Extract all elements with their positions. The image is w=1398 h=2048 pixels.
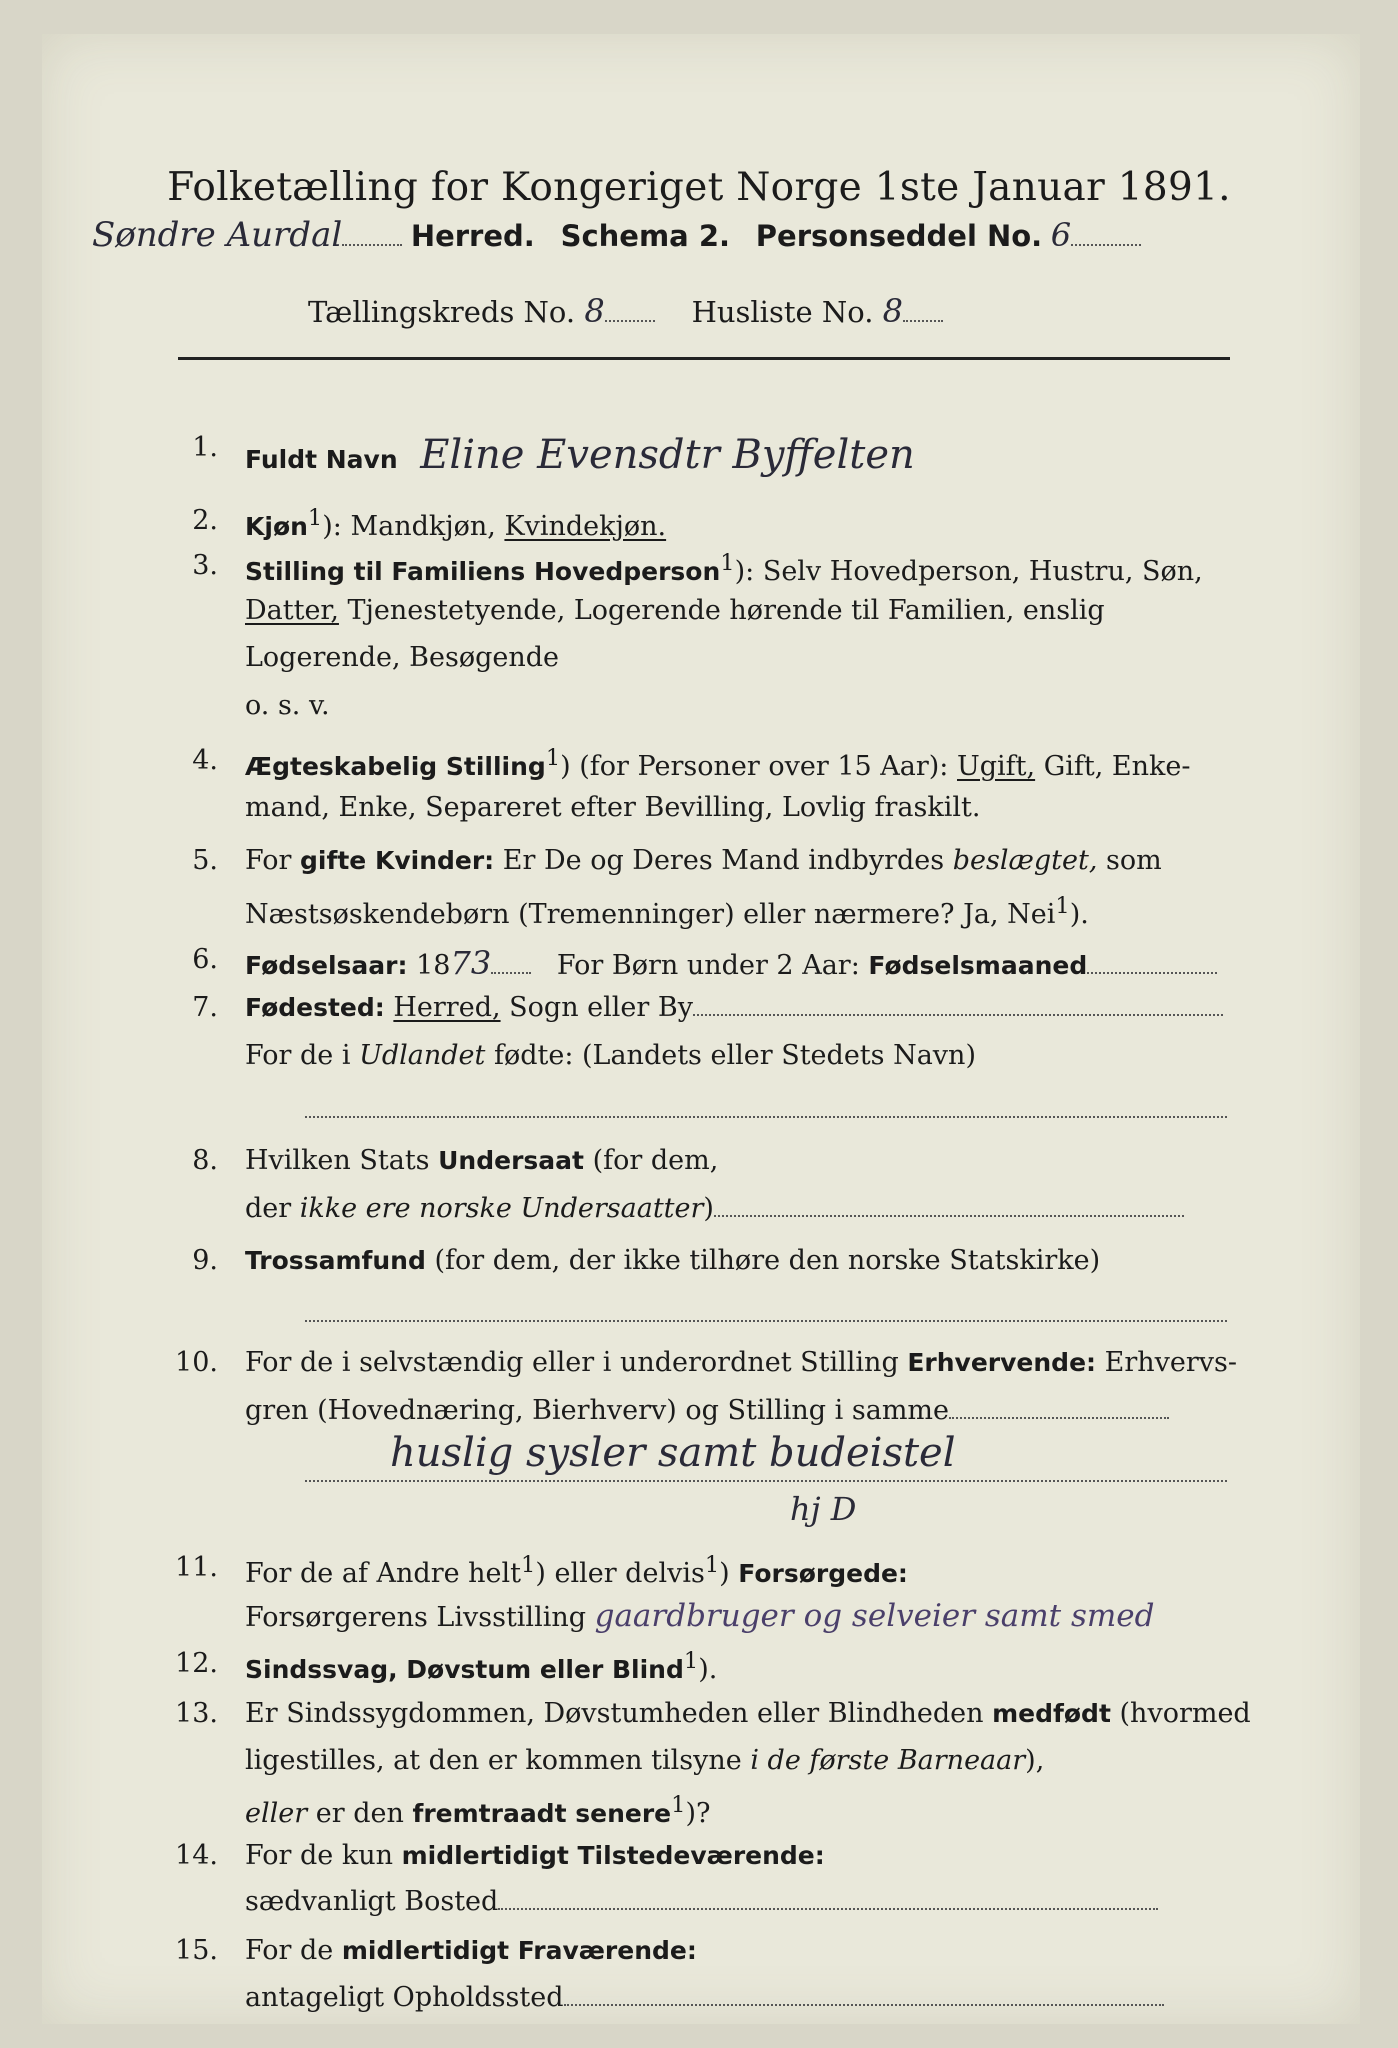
q8-label: Undersaat xyxy=(438,1146,584,1175)
q10-value1: huslig sysler samt budeistel xyxy=(390,1430,956,1476)
q15-text2: antageligt Opholdssted xyxy=(245,1982,564,2013)
q6-number: 6. xyxy=(192,944,218,975)
q8-row-2: der ikke ere norske Undersaatter) xyxy=(245,1193,1184,1224)
q6-row xyxy=(245,944,1217,982)
q2-text: ): Mandkjøn, xyxy=(322,511,496,542)
q5-text1b: som xyxy=(1106,845,1162,876)
header-divider xyxy=(178,357,1230,360)
q2-number: 2. xyxy=(192,505,218,536)
q12-number: 12. xyxy=(175,1648,218,1679)
q10-pre: For de i selvstændig eller i underordnet Stilling xyxy=(245,1347,899,1378)
q5-italic: beslægtet, xyxy=(952,845,1098,876)
q13-pre: Er Sindssygdommen, Døvstumheden eller Blindheden xyxy=(245,1698,984,1729)
q3-text3: Logerende, Besøgende xyxy=(245,642,559,673)
q14-label: midlertidigt Tilstedeværende: xyxy=(401,1841,825,1870)
q4-text3: mand, Enke, Separeret efter Bevilling, Lovlig fraskilt. xyxy=(245,792,981,823)
q13-text3b: )? xyxy=(685,1798,711,1829)
q9-blank-line xyxy=(305,1320,1227,1322)
q15-pre: For de xyxy=(245,1935,334,1966)
q11-label: Forsørgede: xyxy=(738,1559,908,1588)
q5-text1: Er De og Deres Mand indbyrdes xyxy=(502,845,945,876)
q9-label: Trossamfund xyxy=(245,1246,426,1275)
q7-number: 7. xyxy=(192,992,218,1023)
q3-text2: Tjenestetyende, Logerende hørende til Familien, enslig xyxy=(347,595,1105,626)
q3-text4: o. s. v. xyxy=(245,690,330,721)
q3-selected: Datter, xyxy=(245,595,339,626)
q12-row: Sindssvag, Døvstum eller Blind$^1$). xyxy=(245,1648,718,1685)
q11-text2: Forsørgerens Livsstilling xyxy=(245,1602,587,1633)
q8-italic: ikke ere norske Undersaatter xyxy=(299,1193,704,1224)
personseddel-label: Personseddel No. xyxy=(755,219,1043,253)
q8-pre: Hvilken Stats xyxy=(245,1145,430,1176)
q4-selected: Ugift, xyxy=(957,751,1036,782)
q9-text: (for dem, der ikke tilhøre den norske Statskirke) xyxy=(434,1245,1101,1276)
q8-text2a: der xyxy=(245,1193,292,1224)
q14-row-2 xyxy=(245,1886,1158,1917)
q5-row-1 xyxy=(245,845,1162,876)
q10-value2: hj D xyxy=(790,1490,857,1528)
q6-year-prefix: 18 xyxy=(416,950,451,981)
q4-text1: ) (for Personer over 15 Aar): xyxy=(560,751,949,782)
q6-year-value: 73 xyxy=(450,944,492,982)
q3-row-2 xyxy=(245,595,1230,626)
schema-label: Schema 2. xyxy=(560,219,731,253)
husliste-label: Husliste No. xyxy=(691,295,874,329)
q5-row-2: Næstsøskendebørn (Tremenninger) eller nærmere? Ja, Nei$^1$). xyxy=(245,893,1089,930)
q10-line-1 xyxy=(305,1480,1227,1482)
q5-pre: For xyxy=(245,845,292,876)
q13-row-3: eller er den fremtraadt senere$^1$)? xyxy=(245,1792,711,1829)
q7-italic: Udlandet xyxy=(359,1040,486,1071)
q7-row-1 xyxy=(245,992,1223,1023)
herred-value: Søndre Aurdal xyxy=(92,215,343,255)
herred-label: Herred. xyxy=(410,219,535,253)
q11-pre: For de af Andre helt xyxy=(245,1558,522,1589)
q10-row-2 xyxy=(245,1395,1169,1426)
q14-row-1 xyxy=(245,1840,825,1871)
q11-value: gaardbruger og selveier samt smed xyxy=(594,1598,1155,1634)
q9-row xyxy=(245,1245,1100,1276)
q5-label: gifte Kvinder: xyxy=(300,846,495,875)
q7-text2b: fødte: (Landets eller Stedets Navn) xyxy=(493,1040,976,1071)
q8-row-1 xyxy=(245,1145,718,1176)
q14-number: 14. xyxy=(175,1840,218,1871)
personseddel-value: 6 xyxy=(1050,216,1072,254)
q2-row xyxy=(245,505,666,542)
q10-text2: gren (Hovednæring, Bierhverv) og Stilling i samme xyxy=(245,1395,950,1426)
q6-label2: Fødselsmaaned xyxy=(868,951,1088,980)
q12-label: Sindssvag, Døvstum eller Blind xyxy=(245,1655,684,1684)
husliste-value: 8 xyxy=(882,292,903,330)
q11-number: 11. xyxy=(175,1552,218,1583)
q7-text2a: For de i xyxy=(245,1040,351,1071)
q11-row-2 xyxy=(245,1598,1155,1634)
herred-row xyxy=(92,215,1141,255)
q13-italic2: eller xyxy=(245,1798,308,1829)
q15-row-2 xyxy=(245,1982,1164,2013)
q4-text2: Gift, Enke- xyxy=(1043,751,1191,782)
q11-mid: ) eller delvis xyxy=(535,1558,705,1589)
q10-row-1 xyxy=(245,1347,1237,1378)
q13-text1: (hvormed xyxy=(1119,1698,1251,1729)
q13-text2b: ), xyxy=(1025,1745,1045,1776)
q1-row xyxy=(245,432,915,478)
q15-row-1 xyxy=(245,1935,697,1966)
q2-selected: Kvindekjøn. xyxy=(504,511,667,542)
q4-label: Ægteskabelig Stilling xyxy=(245,752,546,781)
q4-row-1: Ægteskabelig Stilling$^1$) (for Personer over 15 Aar): Ugift, Gift, Enke- xyxy=(245,745,1191,782)
kreds-value: 8 xyxy=(584,292,605,330)
q15-number: 15. xyxy=(175,1935,218,1966)
q14-text2: sædvanligt Bosted xyxy=(245,1886,499,1917)
q13-row-1 xyxy=(245,1698,1251,1729)
q6-label: Fødselsaar: xyxy=(245,951,408,980)
kreds-label: Tællingskreds No. xyxy=(308,295,576,329)
q8-number: 8. xyxy=(192,1145,218,1176)
q4-number: 4. xyxy=(192,745,218,776)
q15-label: midlertidigt Fraværende: xyxy=(341,1936,697,1965)
q10-number: 10. xyxy=(175,1347,218,1378)
q3-row-1: Stilling til Familiens Hovedperson$^1$): Selv Hovedperson, Hustru, Søn, xyxy=(245,550,1203,587)
q13-row-2 xyxy=(245,1745,1044,1776)
q13-number: 13. xyxy=(175,1698,218,1729)
form-title: Folketælling for Kongeriget Norge 1ste Januar 1891. xyxy=(167,165,1231,210)
q10-label: Erhvervende: xyxy=(907,1348,1097,1377)
q3-text1: ): Selv Hovedperson, Hustru, Søn, xyxy=(734,556,1203,587)
q13-text3a: er den xyxy=(315,1798,404,1829)
q7-blank-line xyxy=(305,1116,1227,1118)
q14-pre: For de kun xyxy=(245,1840,393,1871)
q12-text: ). xyxy=(698,1654,718,1685)
q1-number: 1. xyxy=(192,432,218,463)
q3-number: 3. xyxy=(192,550,218,581)
q13-italic: i de første Barneaar xyxy=(750,1745,1026,1776)
q1-label: Fuldt Navn xyxy=(245,445,398,474)
q7-label: Fødested: xyxy=(245,993,385,1022)
q13-label2: fremtraadt senere xyxy=(412,1799,672,1828)
q10-text1: Erhvervs- xyxy=(1104,1347,1238,1378)
q7-row-2 xyxy=(245,1040,976,1071)
q5-text2: Næstsøskendebørn (Tremenninger) eller nærmere? Ja, Nei xyxy=(245,899,1056,930)
kreds-row xyxy=(308,292,943,330)
q13-text2a: ligestilles, at den er kommen tilsyne xyxy=(245,1745,742,1776)
q3-label: Stilling til Familiens Hovedperson xyxy=(245,557,721,586)
q5-number: 5. xyxy=(192,845,218,876)
q2-sup: 1 xyxy=(307,505,323,531)
q8-text: (for dem, xyxy=(592,1145,719,1176)
q11-row-1: For de af Andre helt$^1$) eller delvis$^1$) Forsørgede: xyxy=(245,1552,908,1589)
q9-number: 9. xyxy=(192,1245,218,1276)
q6-text: For Børn under 2 Aar: xyxy=(556,950,860,981)
q7-text: Sogn eller By xyxy=(509,992,693,1023)
q13-label: medfødt xyxy=(992,1699,1111,1728)
q2-label: Kjøn xyxy=(245,512,308,541)
q1-value: Eline Evensdtr Byffelten xyxy=(420,432,915,478)
q7-selected: Herred, xyxy=(393,992,501,1023)
